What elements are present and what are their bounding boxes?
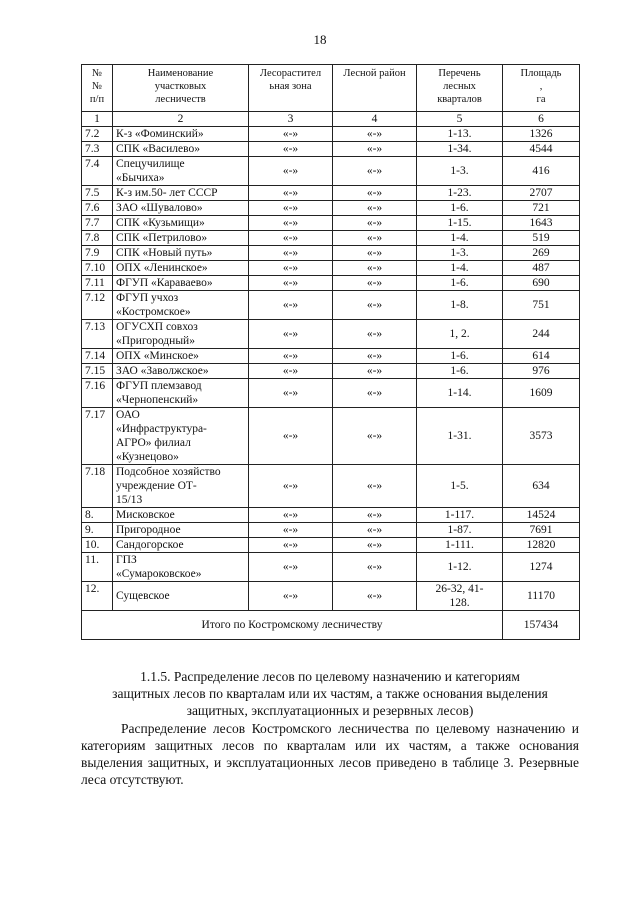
cell-line: 1-87. (447, 524, 472, 536)
quarters-list (417, 142, 503, 157)
quarters-list (417, 538, 503, 553)
quarters-list (417, 157, 503, 186)
district-name (113, 142, 249, 157)
row-number: 7.17 (82, 408, 113, 465)
cell-line: , (539, 81, 543, 92)
quarters-list (417, 582, 503, 611)
header-area (503, 65, 580, 112)
quarters-list (417, 349, 503, 364)
cell-line: ФГУП племзавод (116, 380, 202, 392)
table-row (82, 465, 580, 508)
header-forest-zone (249, 65, 333, 112)
header-district-name (113, 65, 249, 112)
area-value: 2707 (503, 186, 580, 201)
forest-region: «-» (333, 538, 417, 553)
area-value: 721 (503, 201, 580, 216)
district-name (113, 231, 249, 246)
area-value: 269 (503, 246, 580, 261)
cell-line: лесных (443, 81, 476, 92)
cell-line: 26-32, 41- (435, 583, 484, 595)
cell-line: «Чернопенский» (116, 394, 199, 406)
table-row (82, 408, 580, 465)
column-index: 4 (333, 112, 417, 127)
cell-line: 1-12. (447, 561, 472, 573)
cell-line: СПК «Новый путь» (116, 247, 213, 259)
cell-line: 1-14. (447, 387, 472, 399)
cell-line: 1-3. (450, 247, 469, 259)
cell-line: кварталов (437, 94, 482, 105)
district-name (113, 553, 249, 582)
cell-line: К-з «Фоминский» (116, 128, 204, 140)
cell-line: Сущевское (116, 590, 170, 602)
cell-line: «Инфраструктура- (116, 423, 207, 435)
cell-line: СПК «Петрилово» (116, 232, 208, 244)
row-number: 7.11 (82, 276, 113, 291)
cell-line: участковых (154, 81, 207, 92)
column-index: 6 (503, 112, 580, 127)
table-row (82, 246, 580, 261)
row-number: 8. (82, 508, 113, 523)
cell-line: 1-6. (450, 202, 469, 214)
forest-zone: «-» (249, 465, 333, 508)
cell-line: Спецучилище (116, 158, 185, 170)
cell-line: СПК «Василево» (116, 143, 200, 155)
table-row (82, 582, 580, 611)
forest-region: «-» (333, 553, 417, 582)
cell-line: 1-117. (444, 509, 475, 521)
cell-line: К-з им.50- лет СССР (116, 187, 218, 199)
table-row (82, 320, 580, 349)
area-value: 4544 (503, 142, 580, 157)
district-name (113, 320, 249, 349)
forest-districts-table (81, 64, 580, 640)
cell-line: учреждение ОТ- (116, 480, 197, 492)
area-value: 1274 (503, 553, 580, 582)
forest-region: «-» (333, 364, 417, 379)
forest-zone: «-» (249, 231, 333, 246)
cell-line: ОГУСХП совхоз (116, 321, 198, 333)
table-row (82, 553, 580, 582)
district-name (113, 508, 249, 523)
cell-line: ЗАО «Шувалово» (116, 202, 203, 214)
cell-line: защитных, эксплуатационных и резервных лесов) (186, 703, 474, 718)
column-index: 5 (417, 112, 503, 127)
forest-zone: «-» (249, 127, 333, 142)
cell-line: 1-23. (447, 187, 472, 199)
quarters-list (417, 291, 503, 320)
area-value: 14524 (503, 508, 580, 523)
table-header-row (82, 65, 580, 112)
forest-region: «-» (333, 276, 417, 291)
forest-region: «-» (333, 349, 417, 364)
row-number: 11. (82, 553, 113, 582)
forest-region: «-» (333, 201, 417, 216)
table-row (82, 349, 580, 364)
total-label: Итого по Костромскому лесничеству (82, 611, 503, 640)
header-quarters-list (417, 65, 503, 112)
cell-line: ФГУП учхоз (116, 292, 179, 304)
area-value: 244 (503, 320, 580, 349)
district-name (113, 291, 249, 320)
quarters-list (417, 465, 503, 508)
cell-line: ГПЗ (116, 554, 137, 566)
forest-region: «-» (333, 379, 417, 408)
quarters-list (417, 408, 503, 465)
forest-zone: «-» (249, 553, 333, 582)
table-row (82, 201, 580, 216)
row-number: 7.13 (82, 320, 113, 349)
district-name (113, 216, 249, 231)
forest-region: «-» (333, 465, 417, 508)
cell-line: лесничеств (155, 94, 206, 105)
table-row (82, 216, 580, 231)
row-number: 7.4 (82, 157, 113, 186)
page-number: 18 (313, 32, 327, 47)
row-number: 7.3 (82, 142, 113, 157)
cell-line: 1-111. (445, 539, 474, 551)
forest-region: «-» (333, 246, 417, 261)
row-number: 7.5 (82, 186, 113, 201)
row-number: 7.16 (82, 379, 113, 408)
cell-line: 1-5. (450, 480, 469, 492)
forest-zone: «-» (249, 186, 333, 201)
area-value: 634 (503, 465, 580, 508)
cell-line: Наименование (147, 68, 214, 79)
forest-zone: «-» (249, 276, 333, 291)
table-row (82, 231, 580, 246)
cell-line: п/п (89, 94, 105, 105)
header-number (82, 65, 113, 112)
district-name (113, 538, 249, 553)
column-index: 2 (113, 112, 249, 127)
cell-line: Лесорастител (259, 68, 322, 79)
cell-line: Лесной район (343, 68, 406, 79)
row-number: 7.10 (82, 261, 113, 276)
cell-line: 1-34. (447, 143, 472, 155)
table-row (82, 142, 580, 157)
district-name (113, 582, 249, 611)
cell-line: «Пригородный» (116, 335, 195, 347)
forest-zone: «-» (249, 201, 333, 216)
area-value: 7691 (503, 523, 580, 538)
cell-line: ьная зона (269, 81, 312, 92)
header-forest-region (333, 65, 417, 112)
quarters-list (417, 261, 503, 276)
area-value: 690 (503, 276, 580, 291)
row-number: 7.14 (82, 349, 113, 364)
table-row (82, 157, 580, 186)
table-row (82, 364, 580, 379)
quarters-list (417, 216, 503, 231)
table-row (82, 523, 580, 538)
forest-region: «-» (333, 261, 417, 276)
forest-zone: «-» (249, 379, 333, 408)
row-number: 7.7 (82, 216, 113, 231)
cell-line: 128. (449, 597, 470, 609)
column-index: 3 (249, 112, 333, 127)
row-number: 7.9 (82, 246, 113, 261)
area-value: 416 (503, 157, 580, 186)
cell-line: АГРО» филиал (116, 437, 191, 449)
quarters-list (417, 231, 503, 246)
district-name (113, 157, 249, 186)
forest-zone: «-» (249, 216, 333, 231)
section-heading (81, 668, 579, 719)
forest-zone: «-» (249, 582, 333, 611)
quarters-list (417, 379, 503, 408)
table-row (82, 276, 580, 291)
table-row (82, 379, 580, 408)
forest-zone: «-» (249, 291, 333, 320)
cell-line: № (91, 81, 103, 92)
cell-line: 1-4. (450, 262, 469, 274)
forest-zone: «-» (249, 538, 333, 553)
district-name (113, 201, 249, 216)
district-name (113, 364, 249, 379)
forest-region: «-» (333, 142, 417, 157)
cell-line: ОПХ «Ленинское» (116, 262, 208, 274)
forest-region: «-» (333, 157, 417, 186)
total-row (82, 611, 580, 640)
row-number: 7.2 (82, 127, 113, 142)
section-body-text: Распределение лесов Костромского лесничества по целевому назначению и категориям защитных лесов по кварталам или их частям, а также основания выделения защитных, и эксплуатационных лесов приведено в таблице 3. Резервные леса отсутствуют. (81, 721, 579, 787)
cell-line: Мисковское (116, 509, 175, 521)
cell-line: № (91, 68, 103, 79)
area-value: 11170 (503, 582, 580, 611)
cell-line: 1-31. (447, 430, 472, 442)
table-row (82, 538, 580, 553)
table-row (82, 291, 580, 320)
quarters-list (417, 553, 503, 582)
row-number: 7.18 (82, 465, 113, 508)
quarters-list (417, 523, 503, 538)
cell-line: 1-6. (450, 277, 469, 289)
forest-region: «-» (333, 231, 417, 246)
area-value: 487 (503, 261, 580, 276)
area-value: 751 (503, 291, 580, 320)
forest-region: «-» (333, 582, 417, 611)
cell-line: СПК «Кузьмищи» (116, 217, 205, 229)
cell-line: 1-13. (447, 128, 472, 140)
forest-region: «-» (333, 408, 417, 465)
cell-line: «Костромское» (116, 306, 191, 318)
forest-zone: «-» (249, 320, 333, 349)
row-number: 7.8 (82, 231, 113, 246)
row-number: 10. (82, 538, 113, 553)
cell-line: «Сумароковское» (116, 568, 202, 580)
forest-region: «-» (333, 508, 417, 523)
cell-line: защитных лесов по кварталам или их частям, а также основания выделения (112, 686, 548, 701)
quarters-list (417, 320, 503, 349)
table-row (82, 127, 580, 142)
area-value: 1609 (503, 379, 580, 408)
cell-line: 1, 2. (449, 328, 470, 340)
quarters-list (417, 186, 503, 201)
cell-line: га (536, 94, 546, 105)
table-row (82, 261, 580, 276)
quarters-list (417, 508, 503, 523)
forest-zone: «-» (249, 508, 333, 523)
forest-zone: «-» (249, 261, 333, 276)
district-name (113, 246, 249, 261)
quarters-list (417, 246, 503, 261)
cell-line: ФГУП «Караваево» (116, 277, 213, 289)
district-name (113, 465, 249, 508)
area-value: 12820 (503, 538, 580, 553)
district-name (113, 379, 249, 408)
row-number: 12. (82, 582, 113, 611)
forest-zone: «-» (249, 523, 333, 538)
district-name (113, 408, 249, 465)
cell-line: ОАО (116, 409, 140, 421)
row-number: 7.15 (82, 364, 113, 379)
quarters-list (417, 127, 503, 142)
area-value: 1326 (503, 127, 580, 142)
area-value: 614 (503, 349, 580, 364)
cell-line: 1-6. (450, 365, 469, 377)
cell-line: 15/13 (116, 494, 143, 506)
district-name (113, 349, 249, 364)
district-name (113, 127, 249, 142)
forest-region: «-» (333, 186, 417, 201)
cell-line: ЗАО «Заволжское» (116, 365, 209, 377)
forest-region: «-» (333, 216, 417, 231)
forest-region: «-» (333, 523, 417, 538)
forest-zone: «-» (249, 246, 333, 261)
column-index: 1 (82, 112, 113, 127)
district-name (113, 261, 249, 276)
cell-line: 1-15. (447, 217, 472, 229)
district-name (113, 276, 249, 291)
area-value: 3573 (503, 408, 580, 465)
forest-zone: «-» (249, 364, 333, 379)
district-name (113, 523, 249, 538)
quarters-list (417, 364, 503, 379)
cell-line: 1.1.5. Распределение лесов по целевому назначению и категориям (140, 669, 520, 684)
column-index-row (82, 112, 580, 127)
forest-region: «-» (333, 291, 417, 320)
forest-zone: «-» (249, 142, 333, 157)
cell-line: «Бычиха» (116, 172, 165, 184)
cell-line: Сандогорское (116, 539, 184, 551)
table-row (82, 186, 580, 201)
forest-region: «-» (333, 127, 417, 142)
table-row (82, 508, 580, 523)
cell-line: 1-6. (450, 350, 469, 362)
forest-zone: «-» (249, 349, 333, 364)
forest-zone: «-» (249, 408, 333, 465)
district-name (113, 186, 249, 201)
row-number: 9. (82, 523, 113, 538)
cell-line: ОПХ «Минское» (116, 350, 199, 362)
area-value: 1643 (503, 216, 580, 231)
total-area: 157434 (503, 611, 580, 640)
cell-line: «Кузнецово» (116, 451, 179, 463)
cell-line: Площадь (520, 68, 562, 79)
area-value: 976 (503, 364, 580, 379)
cell-line: Перечень (438, 68, 481, 79)
quarters-list (417, 276, 503, 291)
row-number: 7.6 (82, 201, 113, 216)
cell-line: Пригородное (116, 524, 181, 536)
cell-line: Подсобное хозяйство (116, 466, 221, 478)
quarters-list (417, 201, 503, 216)
forest-region: «-» (333, 320, 417, 349)
cell-line: 1-3. (450, 165, 469, 177)
area-value: 519 (503, 231, 580, 246)
cell-line: 1-4. (450, 232, 469, 244)
row-number: 7.12 (82, 291, 113, 320)
cell-line: 1-8. (450, 299, 469, 311)
forest-zone: «-» (249, 157, 333, 186)
